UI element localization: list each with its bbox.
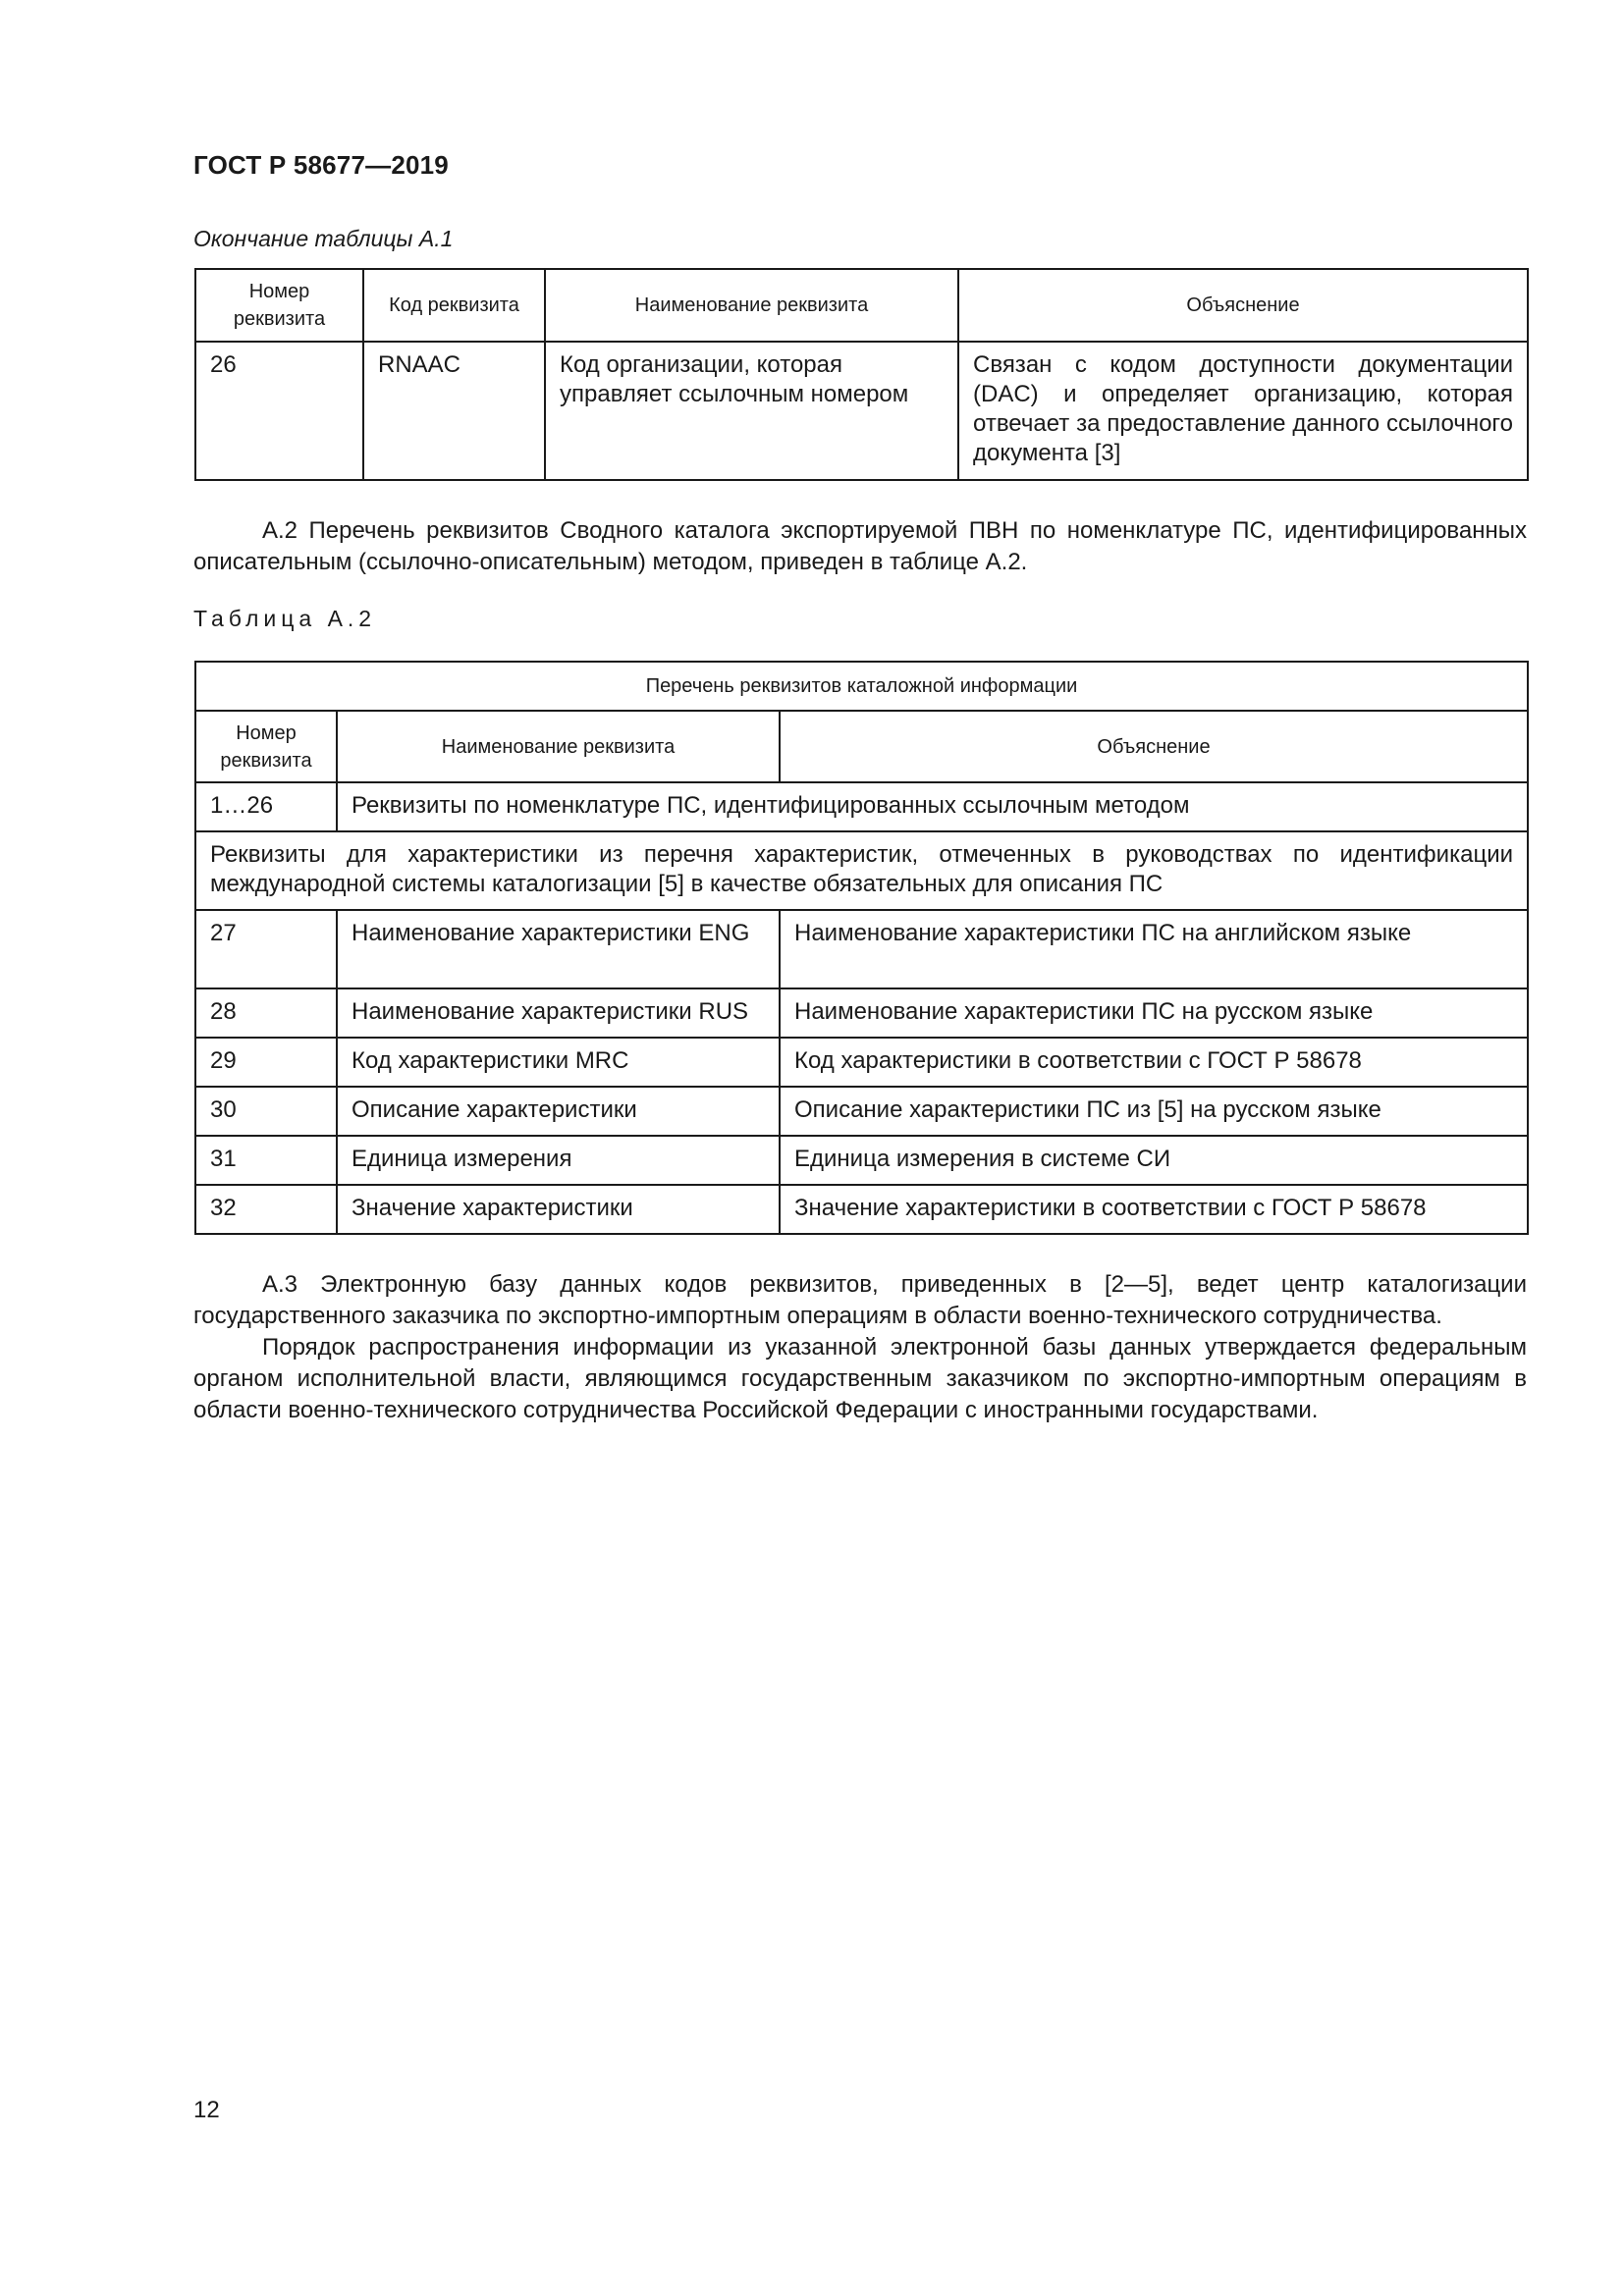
table-row [195, 1136, 1528, 1185]
table-a2-caption: Таблица А.2 [193, 606, 377, 631]
cell-explanation: Наименование характеристики ПС на английском языке [780, 910, 1528, 988]
paragraph-distribution-order: Порядок распространения информации из указанной электронной базы данных утверждается федеральным органом исполнительной власти, являющимся государственным заказчиком по экспортно-импортным операциям в области военно-технического сотрудничества Российской Федерации с иностранными государствами. [193, 1334, 1527, 1423]
cell-name: Наименование характеристики RUS [337, 988, 780, 1038]
table-a2-header-row [195, 711, 1528, 782]
cell-name: Значение характеристики [337, 1185, 780, 1234]
cell-number: 29 [195, 1038, 337, 1087]
cell-explanation: Значение характеристики в соответствии с ГОСТ Р 58678 [780, 1185, 1528, 1234]
cell-number: 32 [195, 1185, 337, 1234]
column-header-explanation: Объяснение [780, 711, 1528, 782]
table-row [195, 342, 1528, 480]
cell-explanation: Наименование характеристики ПС на русском языке [780, 988, 1528, 1038]
column-header-name: Наименование реквизита [337, 711, 780, 782]
cell-name: Наименование характеристики ENG [337, 910, 780, 988]
cell-number: 27 [195, 910, 337, 988]
cell-explanation: Связан с кодом доступности документации (DAC) и определяет организацию, которая отвечает за предоставление данного ссылочного документа [3] [958, 342, 1528, 480]
table-section-row [195, 831, 1528, 910]
column-header-number: Номер реквизита [195, 711, 337, 782]
cell-explanation: Код характеристики в соответствии с ГОСТ Р 58678 [780, 1038, 1528, 1087]
cell-name: Код характеристики MRC [337, 1038, 780, 1087]
paragraph-a3: А.3 Электронную базу данных кодов реквизитов, приведенных в [2—5], ведет центр каталогизации государственного заказчика по экспортно-импортным операциям в области военно-технического сотрудничества. [193, 1271, 1527, 1329]
table-a2-title: Перечень реквизитов каталожной информации [195, 662, 1528, 711]
cell-number: 1…26 [195, 782, 337, 831]
cell-number: 31 [195, 1136, 337, 1185]
cell-number: 30 [195, 1087, 337, 1136]
column-header-explanation: Объяснение [958, 269, 1528, 342]
table-a1-caption: Окончание таблицы А.1 [193, 226, 454, 251]
column-header-number: Номер реквизита [195, 269, 363, 342]
cell-name: Единица измерения [337, 1136, 780, 1185]
cell-explanation: Описание характеристики ПС из [5] на русском языке [780, 1087, 1528, 1136]
table-row [195, 1087, 1528, 1136]
cell-number: 26 [195, 342, 363, 480]
paragraph-a2: А.2 Перечень реквизитов Сводного каталога экспортируемой ПВН по номенклатуре ПС, идентифицированных описательным (ссылочно-описательным) методом, приведен в таблице А.2. [193, 517, 1527, 575]
cell-name: Код организации, которая управляет ссылочным номером [545, 342, 958, 480]
cell-range-description: Реквизиты по номенклатуре ПС, идентифицированных ссылочным методом [337, 782, 1528, 831]
standard-header: ГОСТ Р 58677—2019 [193, 150, 449, 180]
cell-code: RNAAC [363, 342, 545, 480]
table-row [195, 988, 1528, 1038]
table-a2 [194, 661, 1529, 1235]
table-row [195, 1185, 1528, 1234]
table-a2-title-row [195, 662, 1528, 711]
column-header-name: Наименование реквизита [545, 269, 958, 342]
cell-explanation: Единица измерения в системе СИ [780, 1136, 1528, 1185]
cell-name: Описание характеристики [337, 1087, 780, 1136]
table-row [195, 910, 1528, 988]
column-header-code: Код реквизита [363, 269, 545, 342]
table-a1 [194, 268, 1529, 481]
page-number: 12 [193, 2097, 220, 2123]
table-row [195, 1038, 1528, 1087]
cell-section-note: Реквизиты для характеристики из перечня характеристик, отмеченных в руководствах по идентификации международной системы каталогизации [5] в качестве обязательных для описания ПС [195, 831, 1528, 910]
table-row [195, 782, 1528, 831]
table-a1-header-row [195, 269, 1528, 342]
cell-number: 28 [195, 988, 337, 1038]
